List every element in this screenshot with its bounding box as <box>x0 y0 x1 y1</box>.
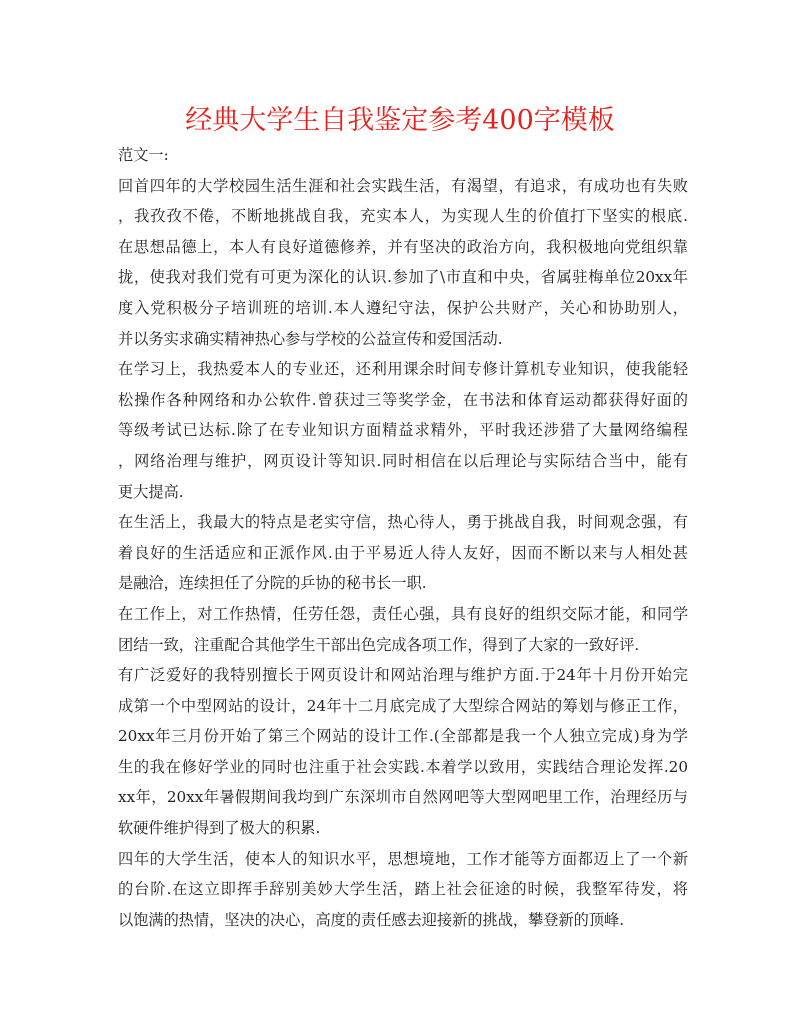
text-line: 在学习上，我热爱本人的专业还，还利用课余时间专修计算机专业知识，使我能轻 <box>118 360 688 379</box>
text-line: 是融洽，连续担任了分院的乒协的秘书长一职. <box>118 574 427 593</box>
text-line: 的台阶.在这立即挥手辞别美妙大学生活，踏上社会征途的时候，我整军待发，将 <box>118 880 688 899</box>
text-line: xx年，20xx年暑假期间我均到广东深圳市自然网吧等大型网吧里工作，治理经历与 <box>118 788 688 807</box>
text-line: 团结一致，注重配合其他学生干部出色完成各项工作，得到了大家的一致好评. <box>118 635 640 654</box>
document-title: 经典大学生自我鉴定参考400字模板 <box>185 105 615 136</box>
text-line: 并以务实求确实精神热心参与学校的公益宣传和爱国活动. <box>118 329 503 348</box>
paragraph-ideology <box>118 232 688 354</box>
text-line: 着良好的生活适应和正派作风.由于平易近人待人友好，因而不断以来与人相处甚 <box>118 543 688 562</box>
text-line: 生的我在修好学业的同时也注重于社会实践.本着学以致用，实践结合理论发挥.20 <box>118 757 688 776</box>
text-line: 成第一个中型网站的设计，24年十二月底完成了大型综合网站的筹划与修正工作， <box>118 696 688 715</box>
paragraph-conclusion <box>118 844 688 936</box>
text-line: ，网络治理与维护，网页设计等知识.同时相信在以后理论与实际结合当中，能有 <box>118 451 688 470</box>
paragraph-study <box>118 354 688 507</box>
text-line: ，我孜孜不倦，不断地挑战自我，充实本人，为实现人生的价值打下坚实的根底. <box>118 207 688 226</box>
text-line: 拢，使我对我们党有可更为深化的认识.参加了\市直和中央，省属驻梅单位20xx年 <box>118 268 688 287</box>
paragraph-life <box>118 507 688 599</box>
document-body <box>118 140 688 935</box>
text-line: 回首四年的大学校园生活生涯和社会实践生活，有渴望，有追求，有成功也有失败 <box>118 176 688 195</box>
text-line: 等级考试已达标.除了在专业知识方面精益求精外，平时我还涉猎了大量网络编程 <box>118 421 688 440</box>
sample-label: 范文一: <box>118 146 169 164</box>
text-line: 四年的大学生活，使本人的知识水平，思想境地，工作才能等方面都迈上了一个新 <box>118 849 688 868</box>
paragraph-web-experience <box>118 660 688 844</box>
text-line: 更大提高. <box>118 482 184 501</box>
text-line: 松操作各种网络和办公软件.曾获过三等奖学金，在书法和体育运动都获得好面的 <box>118 390 688 409</box>
paragraph-review <box>118 171 688 232</box>
text-line: 以饱满的热情，坚决的决心，高度的责任感去迎接新的挑战，攀登新的顶峰. <box>118 910 625 929</box>
text-line: 20xx年三月份开始了第三个网站的设计工作.(全部都是我一个人独立完成)身为学 <box>118 727 688 746</box>
text-line: 在思想品德上，本人有良好道德修养，并有坚决的政治方向，我积极地向党组织靠 <box>118 237 688 256</box>
paragraph-work <box>118 599 688 660</box>
text-line: 软硬件维护得到了极大的积累. <box>118 819 321 838</box>
text-line: 有广泛爱好的我特别擅长于网页设计和网站治理与维护方面.于24年十月份开始完 <box>118 666 688 685</box>
text-line: 在生活上，我最大的特点是老实守信，热心待人，勇于挑战自我，时间观念强，有 <box>118 513 688 532</box>
text-line: 度入党积极分子培训班的培训.本人遵纪守法，保护公共财产，关心和协助别人， <box>118 298 688 317</box>
text-line: 在工作上，对工作热情，任劳任怨，责任心强，具有良好的组织交际才能，和同学 <box>118 604 688 623</box>
